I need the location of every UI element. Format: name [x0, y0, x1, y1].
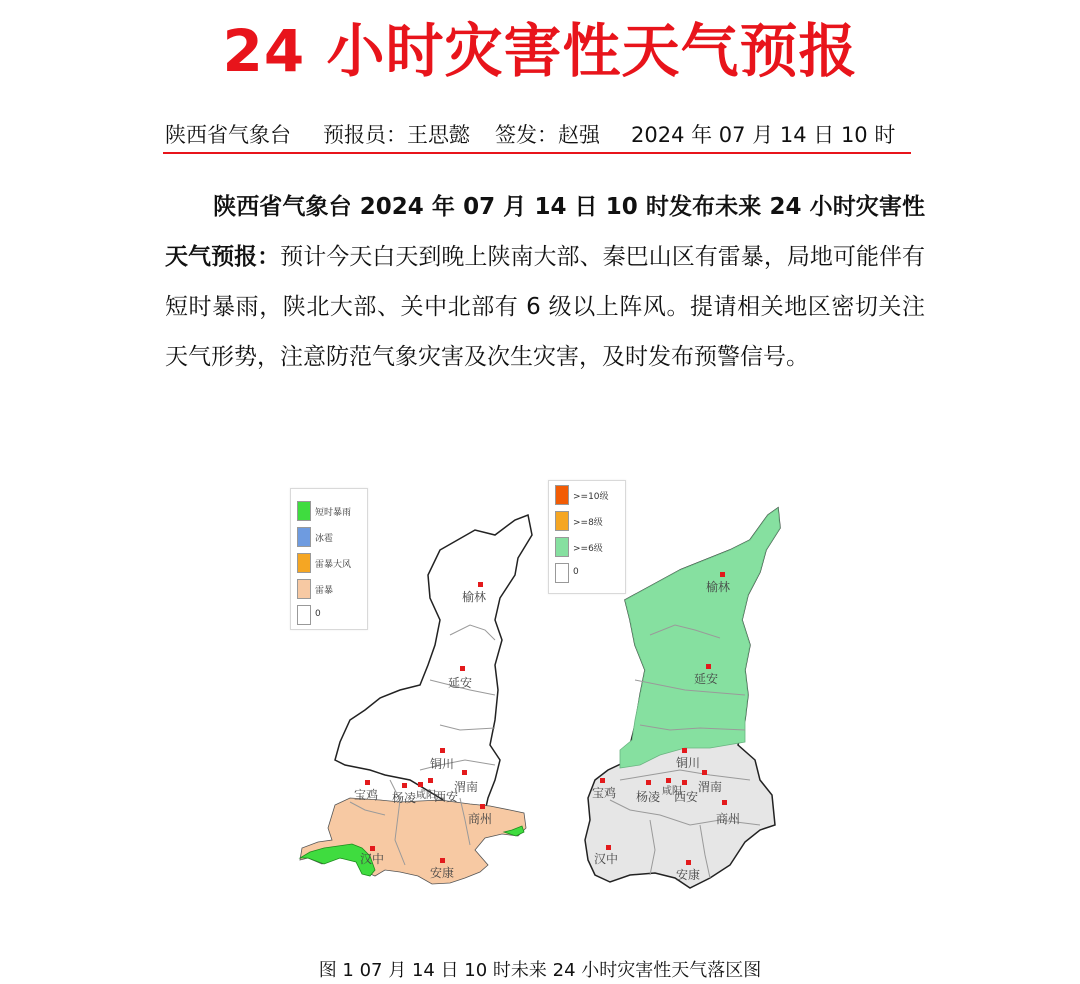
- city-xianyang-left: 咸阳: [416, 790, 436, 801]
- city-weinan-left: 渭南: [454, 780, 479, 794]
- page-title: 24 小时灾害性天气预报: [222, 17, 858, 85]
- forecast-maps: [290, 480, 800, 920]
- city-yanan-left: 延安: [448, 676, 473, 690]
- agency-name: 陕西省气象台: [165, 123, 291, 147]
- legend-right: >=10级 >=8级 >=6级 0: [548, 480, 626, 594]
- city-yulin-right: 榆林: [706, 580, 731, 594]
- city-xian-left: 西安: [434, 790, 459, 804]
- red-divider: [163, 152, 911, 154]
- forecaster-name: 预报员：王思懿: [323, 123, 470, 147]
- city-hanzhong-left: 汉中: [360, 852, 385, 866]
- city-baoji-right: 宝鸡: [592, 786, 617, 800]
- right-gale-area: [620, 508, 780, 768]
- issue-info: [165, 119, 910, 153]
- city-yanan-right: 延安: [694, 672, 719, 686]
- city-hanzhong-right: 汉中: [594, 852, 619, 866]
- city-tongchuan-left: 铜川: [430, 757, 455, 771]
- city-baoji-left: 宝鸡: [354, 788, 379, 802]
- figure-caption: 图 1 07 月 14 日 10 时未来 24 小时灾害性天气落区图: [318, 960, 762, 981]
- city-ankang-right: 安康: [676, 868, 701, 882]
- left-thunderstorm-area: [300, 798, 526, 884]
- city-xianyang-right: 咸阳: [662, 786, 682, 797]
- city-ankang-left: 安康: [430, 866, 455, 880]
- city-xian-right: 西安: [674, 790, 699, 804]
- issue-datetime: 2024 年 07 月 14 日 10 时: [631, 123, 896, 147]
- city-weinan-right: 渭南: [698, 780, 723, 794]
- city-yangling-left: 杨凌: [392, 791, 417, 805]
- city-tongchuan-right: 铜川: [676, 756, 701, 770]
- city-yangling-right: 杨凌: [636, 790, 661, 804]
- issuer-name: 签发：赵强: [495, 123, 600, 147]
- forecast-lead: 陕西省气象台 2024 年 07 月 14 日 10 时发布未来 24 小时灾害性天气预报：: [165, 194, 925, 270]
- forecast-text: 预计今天白天到晚上陕南大部、秦巴山区有雷暴，局地可能伴有短时暴雨，陕北大部、关中北部有 6 级以上阵风。提请相关地区密切关注天气形势，注意防范气象灾害及次生灾害，及时发布预警信号。: [165, 244, 925, 370]
- forecast-paragraph: [165, 182, 925, 382]
- city-shangzhou-left: 商州: [468, 812, 493, 826]
- legend-left: 短时暴雨 冰雹 雷暴大风 雷暴 0: [290, 488, 368, 630]
- city-shangzhou-right: 商州: [716, 812, 741, 826]
- city-yulin-left: 榆林: [462, 590, 487, 604]
